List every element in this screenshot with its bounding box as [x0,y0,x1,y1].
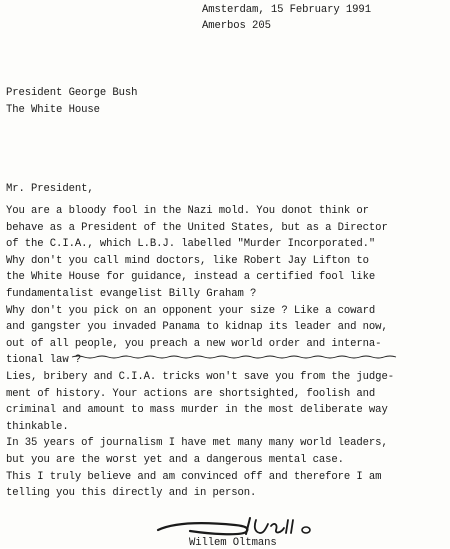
body-line: the White House for guidance, instead a certified fool like [6,271,376,284]
body-line: You are a bloody fool in the Nazi mold. You donot think or [6,205,369,217]
body-line: and gangster you invaded Panama to kidnap its leader and now, [6,321,388,334]
body-line: Lies, bribery and C.I.A. tricks won't save you from the judge- [6,370,394,383]
salutation: Mr. President, [6,183,94,195]
recipient-address: The White House [6,104,100,116]
recipient-name: President George Bush [6,87,138,99]
body-line: of the C.I.A., which L.B.J. labelled "Murder Incorporated." [6,238,376,251]
body-line: out of all people, you preach a new world order and interna- [6,337,382,350]
date-line: Amsterdam, 15 February 1991 [202,4,371,16]
reference-line: Amerbos 205 [202,20,271,32]
body-line: Why don't you pick on an opponent your size ? Like a coward [6,304,376,317]
body-line: Why don't you call mind doctors, like Robert Jay Lifton to [6,254,369,267]
body-line: but you are the worst yet and a dangerous mental case. [6,453,344,466]
body-line: This I truly believe and am convinced off and therefore I am [6,470,382,483]
body-line: fundamentalist evangelist Billy Graham ? [6,287,257,300]
body-line: thinkable. [6,420,69,433]
signature [150,514,360,538]
body-line: In 35 years of journalism I have met many many world leaders, [6,437,388,450]
body-line: ment of history. Your actions are shortsighted, foolish and [6,387,376,400]
body-line: behave as a President of the United States, but as a Director [6,221,388,234]
signer-name: Willem Oltmans [189,537,277,549]
body-line: telling you this directly and in person. [6,487,257,500]
body-line: criminal and amount to mass murder in the most deliberate way [6,404,388,417]
body-line: tional law ? [6,354,82,367]
